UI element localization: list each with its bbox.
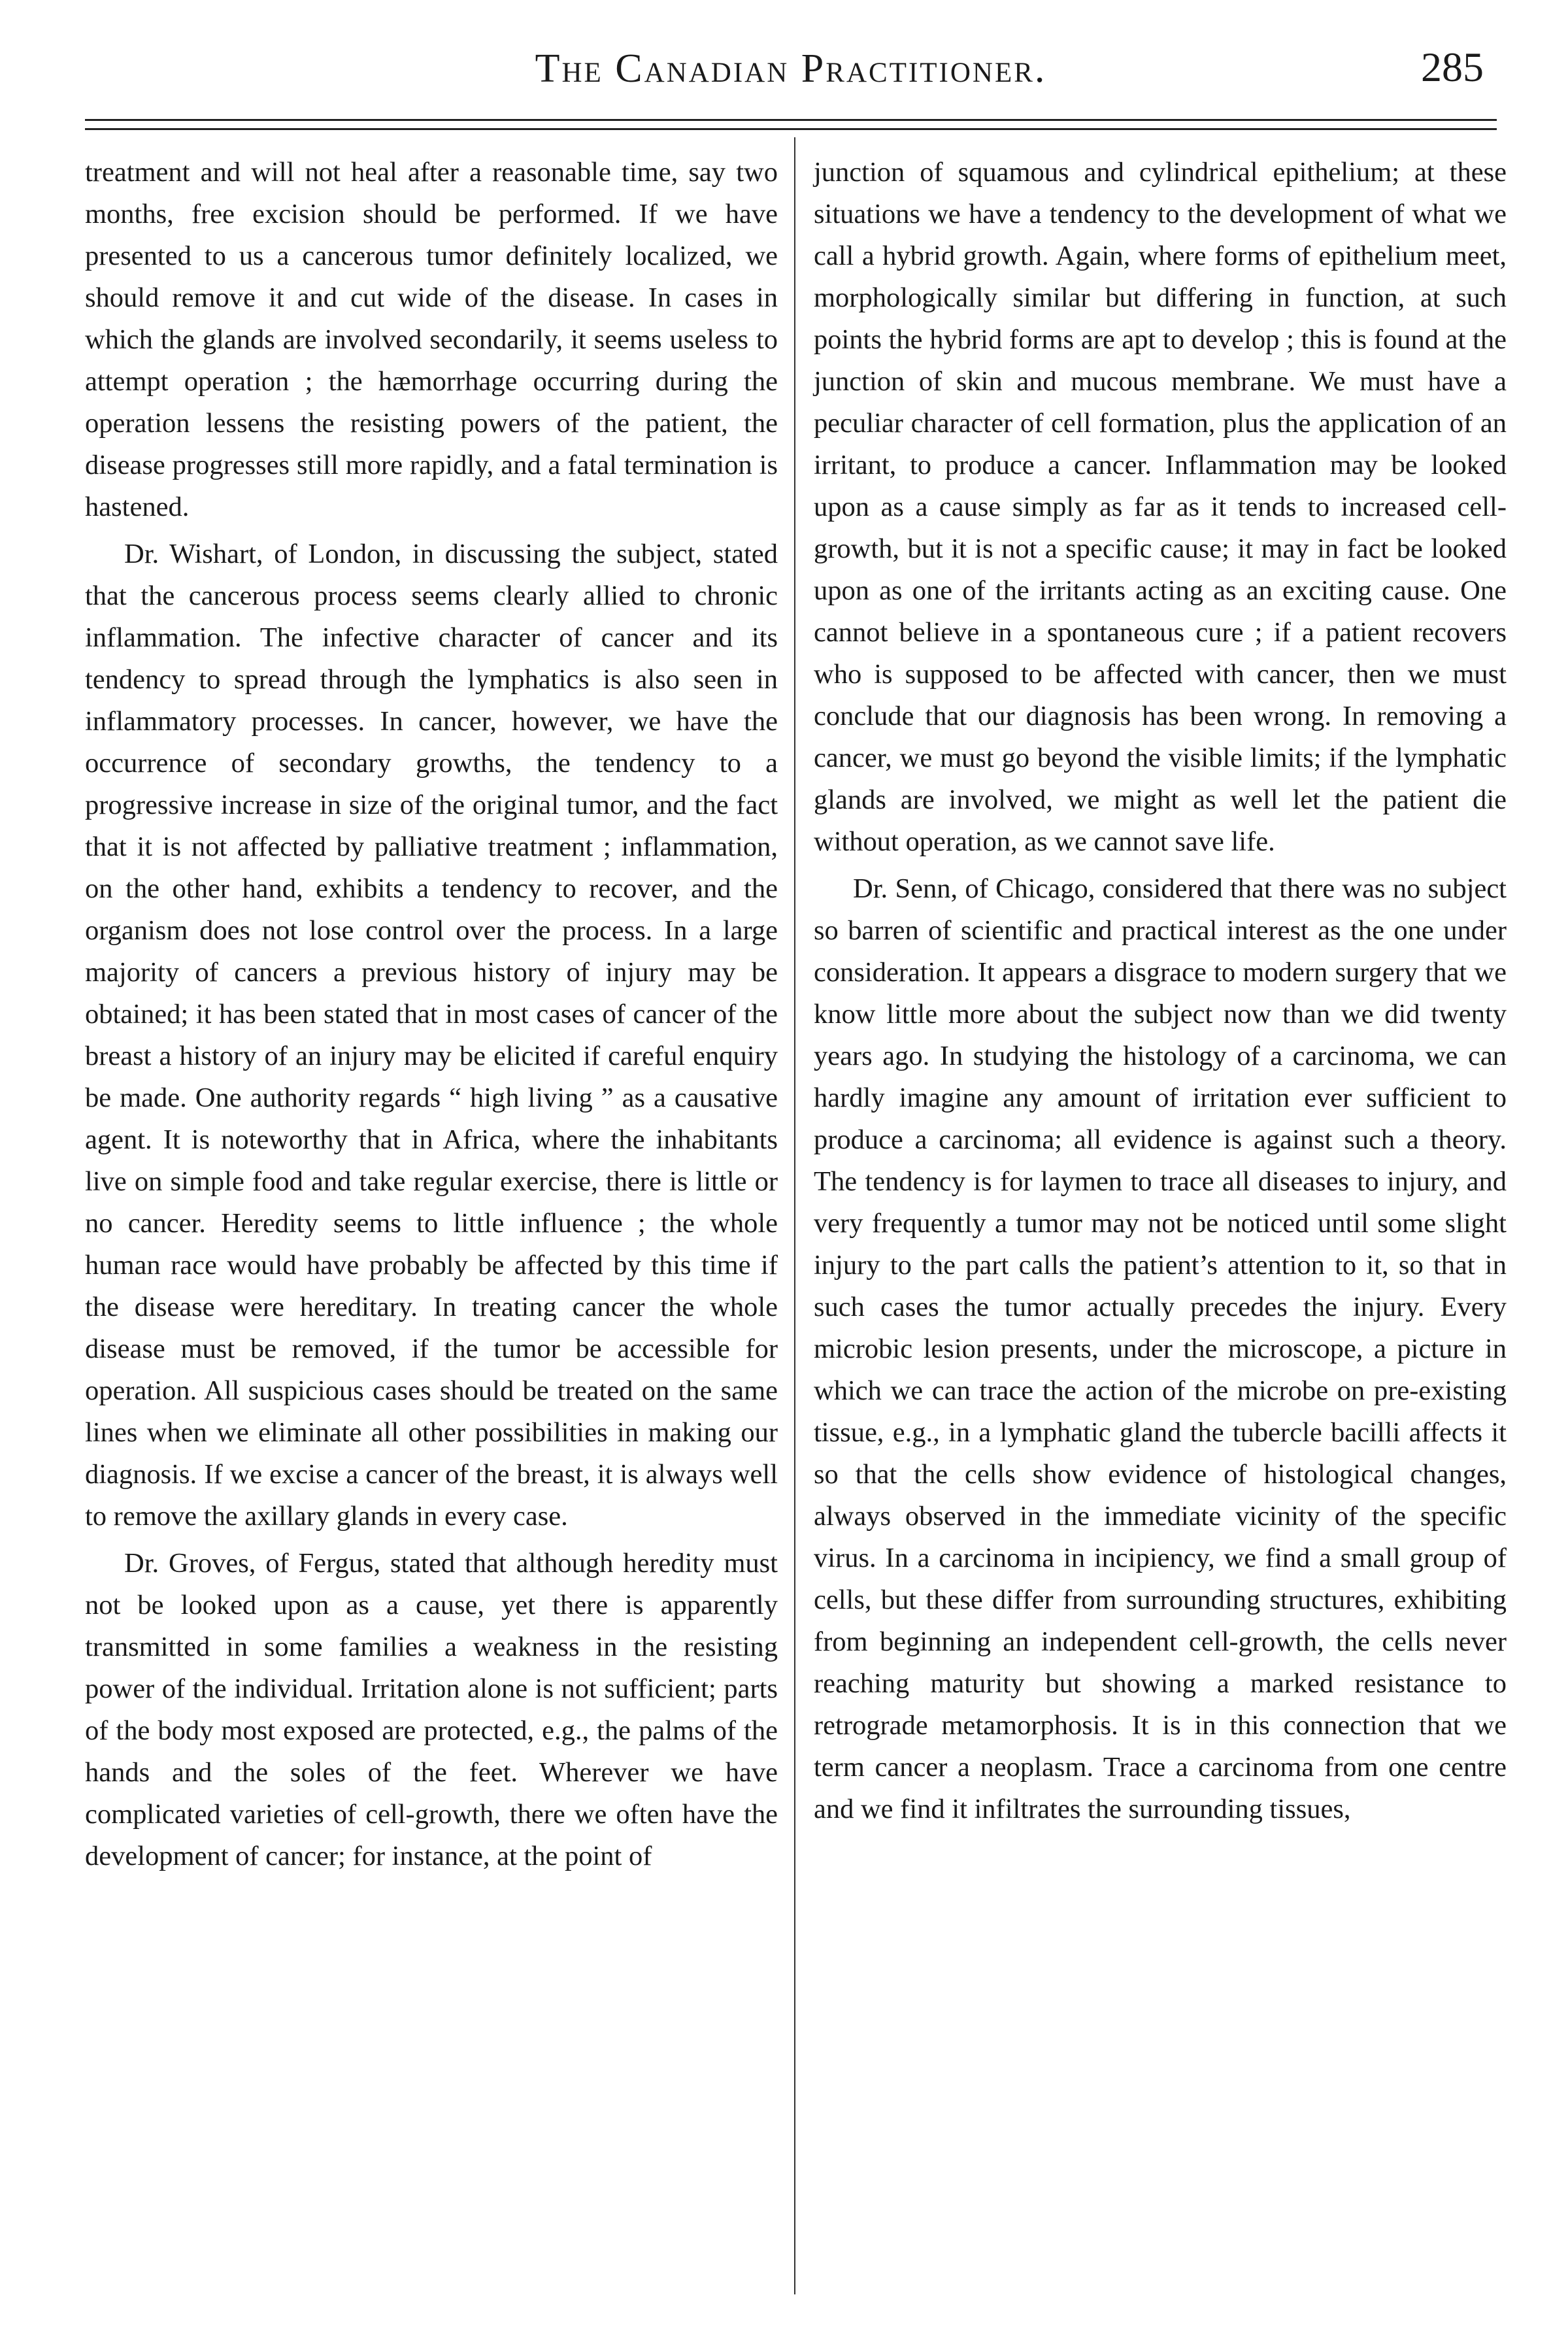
header-rule-bottom <box>85 128 1497 130</box>
running-title: The Canadian Practitioner. <box>535 46 1047 91</box>
paragraph-treatment-continued: treatment and will not heal after a reasonable time, say two months, free excision should be performed. If we have presented to us a cancerous tumor definitely localized, we should remove it and cut wide of the disease. In cases in which the glands are involved secondarily, it seems useless to attempt operation ; the hæmorrhage occurring during the operation lessens the resisting powers of the patient, the disease progresses still more rapidly, and a fatal termination is hastened. <box>85 157 778 522</box>
page-number: 285 <box>1421 44 1484 90</box>
paragraph-dr-senn: Dr. Senn, of Chicago, considered that there was no subject so barren of scientific and practical interest as the one under consideration. It appears a disgrace to modern surgery that we know little more about the subject now than we did twenty years ago. In studying the histology of a carcinoma, we can hardly imagine any amount of irritation ever sufficient to produce a carcinoma; all evidence is against such a theory. The tendency is for laymen to trace all diseases to injury, and very frequently a tumor may not be noticed until some slight injury to the part calls the patient’s attention to it, so that in such cases the tumor actually precedes the injury. Every microbic lesion presents, under the microscope, a picture in which we can trace the action of the microbe on pre-existing tissue, e.g., in a lymphatic gland the tubercle bacilli affects it so that the cells show evidence of histological changes, always observed in the immediate vicinity of the specific virus. In a carcinoma in incipiency, we find a small group of cells, but these differ from surrounding structures, exhibiting from beginning an independent cell-growth, the cells never reaching maturity but showing a marked resistance to retrograde metamorphosis. It is in this connection that we term cancer a neoplasm. Trace a carcinoma from one centre and we find it infiltrates the surrounding tissues, <box>814 873 1507 1824</box>
paragraph-junction-continued: junction of squamous and cylindrical epithelium; at these situations we have a tendency to the development of what we call a hybrid growth. Again, where forms of epithelium meet, morphologically similar but differing in function, at such points the hybrid forms are apt to develop ; this is found at the junction of skin and mucous membrane. We must have a peculiar character of cell formation, plus the application of an irritant, to produce a cancer. Inflammation may be looked upon as a cause simply as far as it tends to increased cell-growth, but it is not a specific cause; it may in fact be looked upon as one of the irritants acting as an exciting cause. One cannot believe in a spontaneous cure ; if a patient recovers who is supposed to be affected with cancer, then we must conclude that our diagnosis has been wrong. In removing a cancer, we must go beyond the visible limits; if the lymphatic glands are involved, we might as well let the patient die without operation, as we cannot save life. <box>814 157 1507 857</box>
column-divider <box>794 137 795 2294</box>
right-column <box>814 152 1507 1836</box>
header-rule-top <box>85 119 1497 121</box>
page-header <box>85 39 1497 111</box>
left-column <box>85 152 778 1883</box>
paragraph-dr-groves: Dr. Groves, of Fergus, stated that although heredity must not be looked upon as a cause, yet there is apparently transmitted in some families a weakness in the resisting power of the individual. Irritation alone is not sufficient; parts of the body most exposed are protected, e.g., the palms of the hands and the soles of the feet. Wherever we have complicated varieties of cell-growth, there we often have the development of cancer; for instance, at the point of <box>85 1548 778 1871</box>
paragraph-dr-wishart: Dr. Wishart, of London, in discussing the subject, stated that the cancerous process seems clearly allied to chronic inflammation. The infective character of cancer and its tendency to spread through the lymphatics is also seen in inflammatory processes. In cancer, however, we have the occurrence of secondary growths, the tendency to a progressive increase in size of the original tumor, and the fact that it is not affected by palliative treatment ; inflammation, on the other hand, exhibits a tendency to recover, and the organism does not lose control over the process. In a large majority of cancers a previous history of injury may be obtained; it has been stated that in most cases of cancer of the breast a history of an injury may be elicited if careful enquiry be made. One authority regards “ high living ” as a causative agent. It is noteworthy that in Africa, where the inhabitants live on simple food and take regular exercise, there is little or no cancer. Heredity seems to little influence ; the whole human race would have probably be affected by this time if the disease were hereditary. In treating cancer the whole disease must be removed, if the tumor be accessible for operation. All suspicious cases should be treated on the same lines when we eliminate all other possibilities in making our diagnosis. If we excise a cancer of the breast, it is always well to remove the axillary glands in every case. <box>85 539 778 1532</box>
